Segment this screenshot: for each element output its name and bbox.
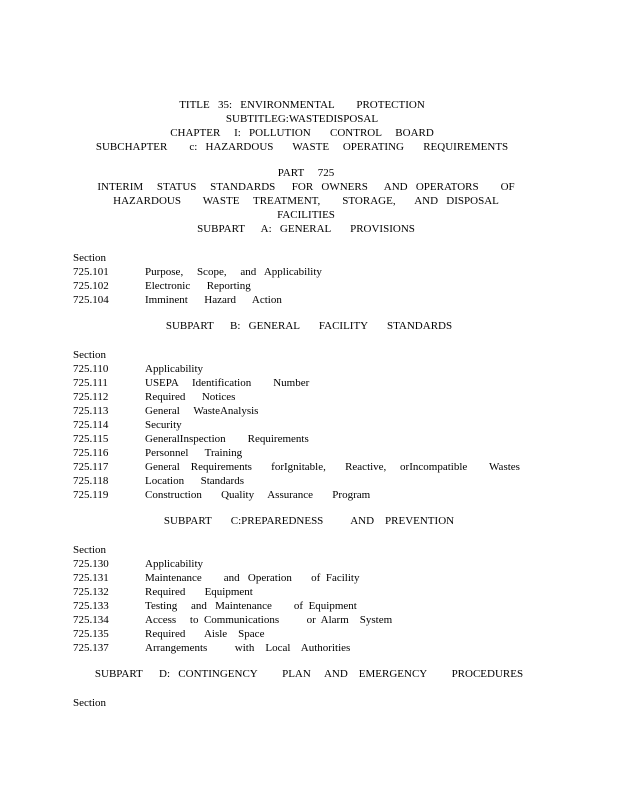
section-number: 725.134	[73, 614, 109, 626]
section-title: Required Aisle Space	[145, 628, 265, 640]
section-title: Imminent Hazard Action	[145, 294, 282, 306]
subpart-a-heading: SUBPART A: GENERAL PROVISIONS	[197, 223, 415, 235]
section-title: General WasteAnalysis	[145, 405, 259, 417]
section-row[interactable]	[73, 446, 520, 460]
section-number: 725.102	[73, 280, 109, 292]
section-number: 725.133	[73, 600, 109, 612]
section-number: 725.137	[73, 642, 109, 654]
section-number: 725.116	[73, 447, 109, 459]
subpart-c-section-list	[73, 543, 392, 655]
subpart-a-section-list	[73, 251, 322, 307]
section-row[interactable]	[73, 376, 520, 390]
section-title: Arrangements with Local Authorities	[145, 642, 351, 654]
part-number: PART 725	[277, 167, 335, 179]
part-heading-line-2: HAZARDOUS WASTE TREATMENT, STORAGE, AND DISPOSAL	[113, 195, 499, 207]
section-label: Section	[73, 252, 106, 264]
section-row[interactable]	[73, 627, 392, 641]
section-label: Section	[73, 697, 106, 709]
section-row[interactable]	[73, 585, 392, 599]
section-label: Section	[73, 349, 106, 361]
section-row[interactable]	[73, 362, 520, 376]
subpart-b-heading: SUBPART B: GENERAL FACILITY STANDARDS	[165, 320, 453, 332]
section-row[interactable]	[73, 599, 392, 613]
title-block	[0, 98, 604, 154]
part-heading-line-3: FACILITIES	[277, 209, 335, 221]
section-title: GeneralInspection Requirements	[145, 433, 309, 445]
section-row[interactable]	[73, 265, 322, 279]
section-number: 725.112	[73, 391, 109, 403]
section-number: 725.104	[73, 294, 109, 306]
section-number: 725.118	[73, 475, 109, 487]
section-number: 725.132	[73, 586, 109, 598]
section-title: Electronic Reporting	[145, 280, 251, 292]
section-number: 725.110	[73, 363, 109, 375]
section-number: 725.113	[73, 405, 109, 417]
subpart-d-heading: SUBPART D: CONTINGENCY PLAN AND EMERGENCY PROCEDURES	[94, 668, 524, 680]
section-number: 725.114	[73, 419, 109, 431]
section-row[interactable]	[73, 432, 520, 446]
section-row[interactable]	[73, 488, 520, 502]
section-number: 725.111	[73, 377, 108, 389]
section-title: Access to Communications or Alarm System	[145, 614, 393, 626]
section-title: Applicability	[145, 558, 204, 570]
section-row[interactable]	[73, 418, 520, 432]
section-label: Section	[73, 544, 106, 556]
title-line: TITLE 35: ENVIRONMENTAL PROTECTION	[179, 99, 425, 111]
subpart-d-section-list	[73, 696, 106, 710]
section-row[interactable]	[73, 390, 520, 404]
section-number: 725.131	[73, 572, 109, 584]
section-row[interactable]	[73, 641, 392, 655]
section-row[interactable]	[73, 293, 322, 307]
section-number: 725.101	[73, 266, 109, 278]
section-number: 725.115	[73, 433, 109, 445]
section-number: 725.119	[73, 489, 109, 501]
subpart-c-heading: SUBPART C:PREPAREDNESS AND PREVENTION	[163, 515, 455, 527]
section-title: Personnel Training	[145, 447, 243, 459]
section-title: Location Standards	[145, 475, 244, 487]
part-block	[0, 166, 612, 236]
section-row[interactable]	[73, 613, 392, 627]
subchapter-line: SUBCHAPTER c: HAZARDOUS WASTE OPERATING REQUIREMENTS	[95, 141, 509, 153]
section-row[interactable]	[73, 557, 392, 571]
section-row[interactable]	[73, 474, 520, 488]
section-title: Applicability	[145, 363, 204, 375]
section-number: 725.117	[73, 461, 109, 473]
section-title: Construction Quality Assurance Program	[145, 489, 371, 501]
section-title: Maintenance and Operation of Facility	[145, 572, 360, 584]
section-number: 725.130	[73, 558, 109, 570]
section-title: Required Equipment	[145, 586, 253, 598]
chapter-line: CHAPTER I: POLLUTION CONTROL BOARD	[170, 127, 434, 139]
section-title: Purpose, Scope, and Applicability	[145, 266, 322, 278]
section-title: Testing and Maintenance of Equipment	[145, 600, 357, 612]
section-title: Required Notices	[145, 391, 236, 403]
section-row[interactable]	[73, 571, 392, 585]
section-row[interactable]	[73, 460, 520, 474]
part-heading-line-1: INTERIM STATUS STANDARDS FOR OWNERS AND OPERATORS OF	[97, 181, 515, 193]
section-number: 725.135	[73, 628, 109, 640]
subtitle-line: SUBTITLEG:WASTEDISPOSAL	[225, 113, 379, 125]
section-row[interactable]	[73, 404, 520, 418]
section-title: General Requirements forIgnitable, Reactive, orIncompatible Wastes	[145, 461, 520, 473]
section-title: USEPA Identification Number	[145, 377, 310, 389]
section-row[interactable]	[73, 279, 322, 293]
subpart-b-section-list	[73, 348, 520, 502]
section-title: Security	[145, 419, 182, 431]
